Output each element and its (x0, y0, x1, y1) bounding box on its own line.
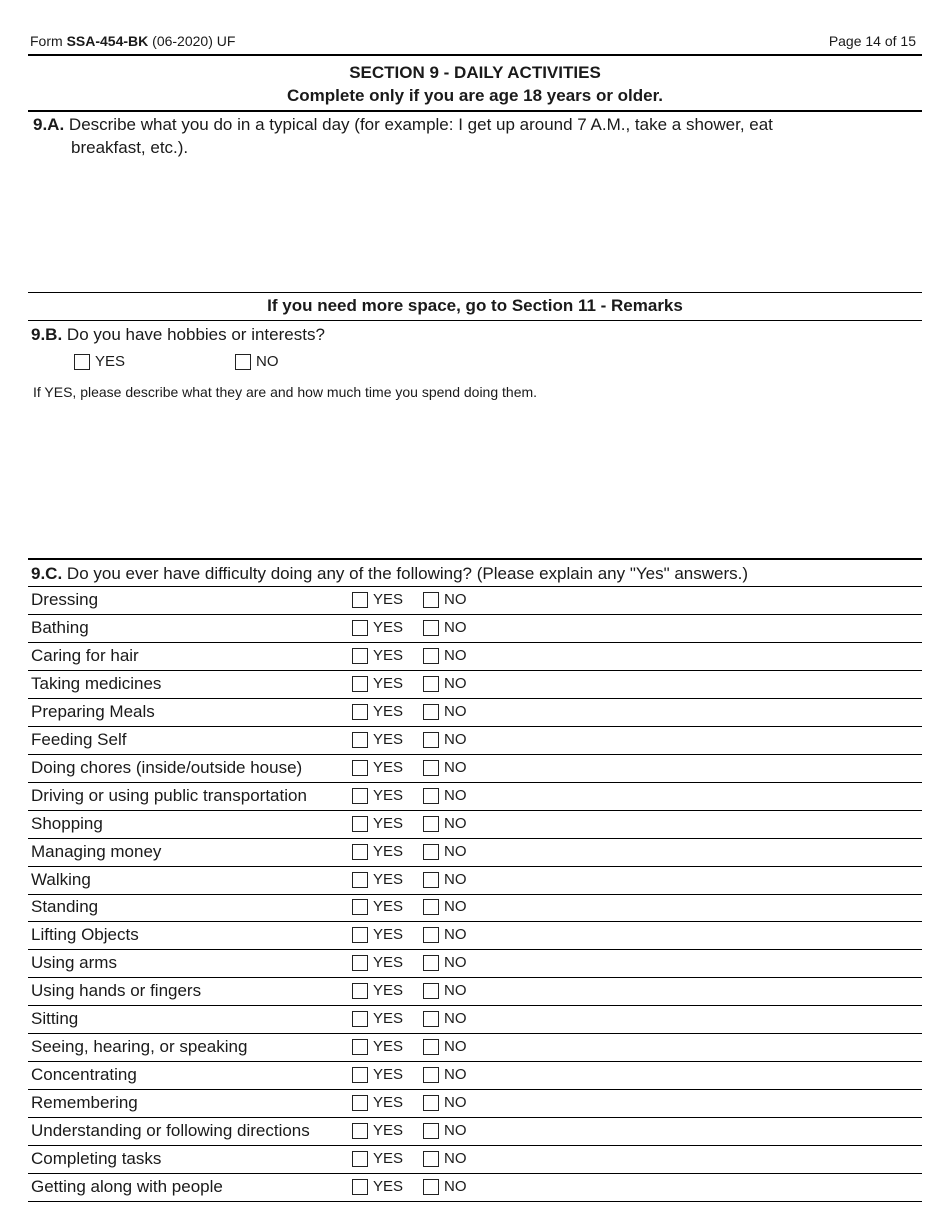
activity-yes-label: YES (373, 702, 404, 720)
activity-yes-label: YES (373, 1150, 404, 1167)
activity-no-label: NO (444, 591, 467, 608)
question-9a-number: 9.A. (33, 115, 65, 134)
activity-row (28, 978, 922, 1006)
hobbies-yes-checkbox[interactable] (74, 354, 90, 370)
activity-no-checkbox[interactable] (423, 732, 439, 748)
activity-no-option[interactable] (423, 1122, 467, 1140)
activity-yes-checkbox[interactable] (352, 620, 368, 636)
activity-row (28, 1174, 922, 1202)
activity-yes-checkbox[interactable] (352, 1095, 368, 1111)
activity-yes-option[interactable] (352, 1066, 403, 1084)
activity-yes-checkbox[interactable] (352, 1179, 368, 1195)
header-divider (28, 54, 922, 56)
activity-yes-label: YES (373, 1038, 404, 1056)
activity-yes-option[interactable] (352, 1122, 403, 1140)
activity-label: Concentrating (31, 1065, 137, 1085)
activity-label: Preparing Meals (31, 701, 155, 721)
activity-no-checkbox[interactable] (423, 872, 439, 888)
activity-no-checkbox[interactable] (423, 1179, 439, 1195)
activity-yes-option[interactable] (352, 731, 403, 749)
activity-row (28, 1034, 922, 1062)
activity-no-label: NO (444, 786, 467, 804)
activity-yes-option[interactable] (352, 1178, 403, 1196)
activity-yes-label: YES (373, 618, 404, 636)
activity-no-label: NO (444, 954, 467, 972)
activity-yes-checkbox[interactable] (352, 732, 368, 748)
activity-yes-checkbox[interactable] (352, 1067, 368, 1083)
activity-yes-label: YES (373, 926, 404, 944)
page-number: Page 14 of 15 (828, 33, 916, 49)
activity-no-option[interactable] (423, 1038, 467, 1056)
activity-yes-option[interactable] (352, 843, 403, 861)
hobbies-yes-label: YES (95, 353, 126, 370)
activity-no-option[interactable] (423, 1150, 467, 1168)
section-subtitle: Complete only if you are age 18 years or older. (286, 86, 664, 105)
activity-label: Seeing, hearing, or speaking (31, 1037, 248, 1057)
activity-no-checkbox[interactable] (423, 1151, 439, 1167)
hobbies-yes-option[interactable] (74, 353, 125, 371)
activity-yes-label: YES (373, 814, 404, 832)
activity-row (28, 699, 922, 727)
question-9b-number: 9.B. (31, 325, 63, 344)
activity-label: Taking medicines (31, 673, 162, 693)
activity-yes-option[interactable] (352, 871, 403, 889)
question-9b (31, 324, 325, 345)
activity-no-option[interactable] (423, 926, 467, 944)
activity-yes-label: YES (373, 982, 404, 1000)
activity-row (28, 1118, 922, 1146)
activity-label: Doing chores (inside/outside house) (31, 757, 303, 777)
activity-no-option[interactable] (423, 1010, 467, 1028)
activity-row (28, 727, 922, 755)
activity-no-option[interactable] (423, 898, 467, 916)
activity-yes-option[interactable] (352, 759, 403, 777)
activity-row (28, 1006, 922, 1034)
activity-no-label: NO (444, 758, 467, 776)
hobbies-no-checkbox[interactable] (235, 354, 251, 370)
activity-yes-label: YES (373, 758, 404, 776)
activity-no-checkbox[interactable] (423, 844, 439, 860)
form-page (28, 0, 922, 1230)
activity-no-option[interactable] (423, 675, 467, 693)
activity-no-label: NO (444, 898, 467, 916)
form-number: SSA-454-BK (66, 33, 149, 49)
activity-yes-option[interactable] (352, 1038, 403, 1056)
activity-row (28, 867, 922, 895)
activity-label: Shopping (31, 813, 103, 833)
activity-yes-checkbox[interactable] (352, 1151, 368, 1167)
activity-yes-label: YES (373, 1177, 404, 1195)
activity-no-option[interactable] (423, 759, 467, 777)
activity-yes-checkbox[interactable] (352, 1011, 368, 1027)
activity-yes-checkbox[interactable] (352, 592, 368, 608)
activity-no-option[interactable] (423, 619, 467, 637)
activity-label: Using arms (31, 953, 117, 973)
activity-row (28, 1146, 922, 1174)
activity-no-checkbox[interactable] (423, 1095, 439, 1111)
activity-no-checkbox[interactable] (423, 816, 439, 832)
activity-no-option[interactable] (423, 1178, 467, 1196)
activity-no-checkbox[interactable] (423, 983, 439, 999)
activity-row (28, 1062, 922, 1090)
activity-label: Understanding or following directions (31, 1121, 310, 1141)
activity-row (28, 643, 922, 671)
row-divider (28, 1201, 922, 1202)
activity-label: Bathing (31, 617, 89, 637)
activity-yes-checkbox[interactable] (352, 927, 368, 943)
activity-yes-label: YES (373, 730, 404, 748)
activity-no-label: NO (444, 1177, 467, 1195)
question-9c-top-rule (28, 558, 922, 560)
form-identifier (30, 32, 235, 50)
activity-no-checkbox[interactable] (423, 1067, 439, 1083)
activity-yes-label: YES (373, 674, 404, 692)
activity-no-label: NO (444, 730, 467, 748)
activity-no-option[interactable] (423, 1094, 467, 1112)
activity-no-checkbox[interactable] (423, 927, 439, 943)
activity-row (28, 755, 922, 783)
activity-label: Standing (31, 897, 99, 917)
form-header (28, 32, 922, 50)
activity-yes-label: YES (373, 1122, 404, 1140)
activity-no-label: NO (444, 926, 467, 944)
activity-label: Completing tasks (31, 1149, 162, 1168)
activity-row (28, 839, 922, 867)
activity-label: Remembering (31, 1093, 138, 1113)
activity-no-option[interactable] (423, 982, 467, 1000)
activity-yes-label: YES (373, 646, 404, 664)
activity-row (28, 922, 922, 950)
activity-no-label: NO (444, 1094, 467, 1112)
activity-yes-option[interactable] (352, 619, 403, 637)
activity-no-checkbox[interactable] (423, 760, 439, 776)
activity-yes-checkbox[interactable] (352, 1123, 368, 1139)
activity-yes-option[interactable] (352, 815, 403, 833)
activity-no-label: NO (444, 1150, 467, 1167)
activity-yes-option[interactable] (352, 1094, 403, 1112)
hobbies-no-label: NO (256, 353, 279, 370)
question-9c (31, 563, 921, 584)
activity-no-label: NO (444, 702, 467, 720)
activity-label: Sitting (31, 1009, 79, 1029)
activity-row (28, 587, 922, 615)
activity-yes-option[interactable] (352, 591, 403, 609)
activity-label: Dressing (31, 590, 99, 609)
activity-yes-option[interactable] (352, 1010, 403, 1028)
activity-no-label: NO (444, 618, 467, 636)
activity-row (28, 671, 922, 699)
activity-yes-option[interactable] (352, 954, 403, 972)
activity-yes-option[interactable] (352, 1150, 403, 1168)
activity-yes-label: YES (373, 1094, 404, 1112)
activity-yes-option[interactable] (352, 787, 403, 805)
activity-yes-checkbox[interactable] (352, 983, 368, 999)
activity-yes-checkbox[interactable] (352, 955, 368, 971)
activity-label: Managing money (31, 841, 162, 861)
activity-no-checkbox[interactable] (423, 899, 439, 915)
section-title: SECTION 9 - DAILY ACTIVITIES (349, 63, 601, 82)
activity-no-checkbox[interactable] (423, 1039, 439, 1055)
activity-no-checkbox[interactable] (423, 676, 439, 692)
form-version: (06-2020) UF (148, 33, 236, 49)
activity-yes-checkbox[interactable] (352, 704, 368, 720)
activity-no-label: NO (444, 870, 467, 888)
activity-no-checkbox[interactable] (423, 592, 439, 608)
more-space-bottom-rule (28, 320, 922, 321)
activity-no-label: NO (444, 842, 467, 860)
question-9c-number: 9.C. (31, 564, 63, 583)
activity-yes-option[interactable] (352, 647, 403, 665)
question-9a-text: Describe what you do in a typical day (for example: I get up around 7 A.M., take a shower, eat (64, 115, 773, 134)
activity-no-checkbox[interactable] (423, 648, 439, 664)
more-space-note: If you need more space, go to Section 11 - Remarks (267, 296, 683, 315)
activity-yes-checkbox[interactable] (352, 872, 368, 888)
activity-yes-label: YES (373, 954, 404, 972)
hobbies-followup-prompt: If YES, please describe what they are and how much time you spend doing them. (33, 384, 538, 400)
activity-no-label: NO (444, 1066, 467, 1084)
activity-label: Using hands or fingers (31, 981, 202, 1001)
activity-yes-checkbox[interactable] (352, 788, 368, 804)
activity-yes-label: YES (373, 786, 404, 804)
activity-no-label: NO (444, 814, 467, 832)
more-space-top-rule (28, 292, 922, 293)
activity-no-checkbox[interactable] (423, 704, 439, 720)
activity-no-option[interactable] (423, 954, 467, 972)
activity-no-label: NO (444, 646, 467, 664)
activity-row (28, 1090, 922, 1118)
activity-label: Feeding Self (31, 729, 127, 749)
question-9b-text: Do you have hobbies or interests? (62, 325, 325, 344)
hobbies-no-option[interactable] (235, 353, 279, 371)
activity-no-label: NO (444, 1122, 467, 1140)
activity-yes-checkbox[interactable] (352, 844, 368, 860)
activity-row (28, 811, 922, 839)
activity-label: Caring for hair (31, 645, 139, 665)
activity-no-option[interactable] (423, 647, 467, 665)
activity-no-label: NO (444, 1038, 467, 1056)
activity-row (28, 783, 922, 811)
activity-yes-option[interactable] (352, 675, 403, 693)
activity-yes-option[interactable] (352, 703, 403, 721)
activity-no-label: NO (444, 1010, 467, 1028)
section-divider (28, 110, 922, 112)
activity-yes-option[interactable] (352, 898, 403, 916)
activity-label: Getting along with people (31, 1176, 223, 1196)
activity-no-checkbox[interactable] (423, 1123, 439, 1139)
activity-no-option[interactable] (423, 843, 467, 861)
activity-yes-label: YES (373, 870, 404, 888)
activity-no-option[interactable] (423, 815, 467, 833)
activity-yes-label: YES (373, 898, 404, 916)
activity-yes-checkbox[interactable] (352, 1039, 368, 1055)
activity-row (28, 615, 922, 643)
activity-yes-label: YES (373, 842, 404, 860)
activity-yes-label: YES (373, 1066, 404, 1084)
activity-yes-label: YES (373, 591, 404, 608)
activity-yes-option[interactable] (352, 982, 403, 1000)
activity-yes-checkbox[interactable] (352, 676, 368, 692)
activity-no-option[interactable] (423, 1066, 467, 1084)
activity-no-option[interactable] (423, 871, 467, 889)
activity-label: Walking (31, 869, 91, 889)
activity-no-option[interactable] (423, 591, 467, 609)
activity-no-option[interactable] (423, 787, 467, 805)
activity-yes-checkbox[interactable] (352, 648, 368, 664)
activity-row (28, 894, 922, 922)
activity-no-checkbox[interactable] (423, 788, 439, 804)
activity-no-checkbox[interactable] (423, 1011, 439, 1027)
activity-no-option[interactable] (423, 703, 467, 721)
activity-no-option[interactable] (423, 731, 467, 749)
activity-no-checkbox[interactable] (423, 620, 439, 636)
activity-yes-label: YES (373, 1010, 404, 1028)
activity-yes-checkbox[interactable] (352, 760, 368, 776)
activity-row (28, 950, 922, 978)
activity-yes-checkbox[interactable] (352, 899, 368, 915)
activity-yes-option[interactable] (352, 926, 403, 944)
activity-label: Driving or using public transportation (31, 785, 307, 805)
question-9a-text-cont: breakfast, etc.). (71, 138, 189, 157)
activity-label: Lifting Objects (31, 925, 139, 945)
hobbies-description-area[interactable] (33, 404, 917, 554)
activity-no-label: NO (444, 982, 467, 1000)
question-9a (33, 114, 913, 135)
activity-no-label: NO (444, 674, 467, 692)
answer-9a-area[interactable] (33, 160, 917, 288)
activity-yes-checkbox[interactable] (352, 816, 368, 832)
question-9c-text: Do you ever have difficulty doing any of the following? (Please explain any "Yes" answers.) (62, 564, 749, 583)
activity-no-checkbox[interactable] (423, 955, 439, 971)
form-prefix: Form (30, 33, 67, 49)
